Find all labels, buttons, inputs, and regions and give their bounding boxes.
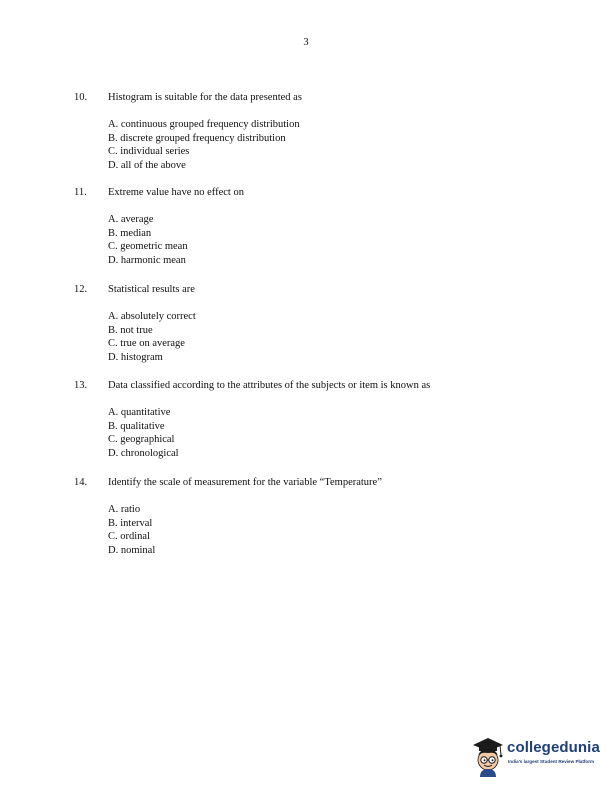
option-list: [108, 406, 179, 461]
collegedunia-logo: [470, 733, 604, 781]
option-list: [108, 213, 188, 268]
option-a: A. continuous grouped frequency distribution: [108, 119, 300, 130]
option-d: D. chronological: [108, 448, 179, 460]
option-list: [108, 310, 196, 365]
mascot-icon: [470, 733, 506, 777]
question-text: Extreme value have no effect on: [108, 187, 244, 198]
option-a: A. absolutely correct: [108, 311, 196, 322]
question-number: 12.: [74, 284, 88, 295]
option-a: A. average: [108, 214, 154, 225]
question-number: 11.: [74, 187, 87, 198]
option-b: B. not true: [108, 324, 153, 336]
option-d: D. harmonic mean: [108, 255, 186, 267]
question-text: Histogram is suitable for the data presented as: [108, 92, 302, 103]
option-a: A. quantitative: [108, 407, 171, 418]
question-text: Statistical results are: [108, 284, 195, 295]
question-text: Data classified according to the attributes of the subjects or item is known as: [108, 380, 431, 391]
option-c: C. ordinal: [108, 531, 150, 543]
option-a: A. ratio: [108, 504, 141, 515]
question-number: 10.: [74, 92, 88, 103]
option-list: [108, 118, 300, 173]
question-number: 14.: [74, 477, 88, 488]
logo-wordmark: collegedunia: [507, 739, 600, 756]
logo-tagline: India's largest Student Review Platform: [508, 759, 595, 764]
page-number: 3: [303, 37, 309, 48]
option-b: B. interval: [108, 517, 153, 529]
option-b: B. discrete grouped frequency distribution: [108, 132, 286, 144]
question-number: 13.: [74, 380, 88, 391]
option-c: C. individual series: [108, 146, 190, 158]
option-c: C. geographical: [108, 434, 175, 446]
option-list: [108, 503, 155, 558]
question-text: Identify the scale of measurement for the variable “Temperature”: [108, 477, 382, 488]
option-d: D. histogram: [108, 352, 163, 364]
option-c: C. true on average: [108, 338, 185, 350]
option-d: D. nominal: [108, 545, 156, 557]
option-b: B. median: [108, 227, 152, 239]
option-d: D. all of the above: [108, 160, 186, 172]
option-c: C. geometric mean: [108, 241, 188, 253]
option-b: B. qualitative: [108, 420, 165, 432]
